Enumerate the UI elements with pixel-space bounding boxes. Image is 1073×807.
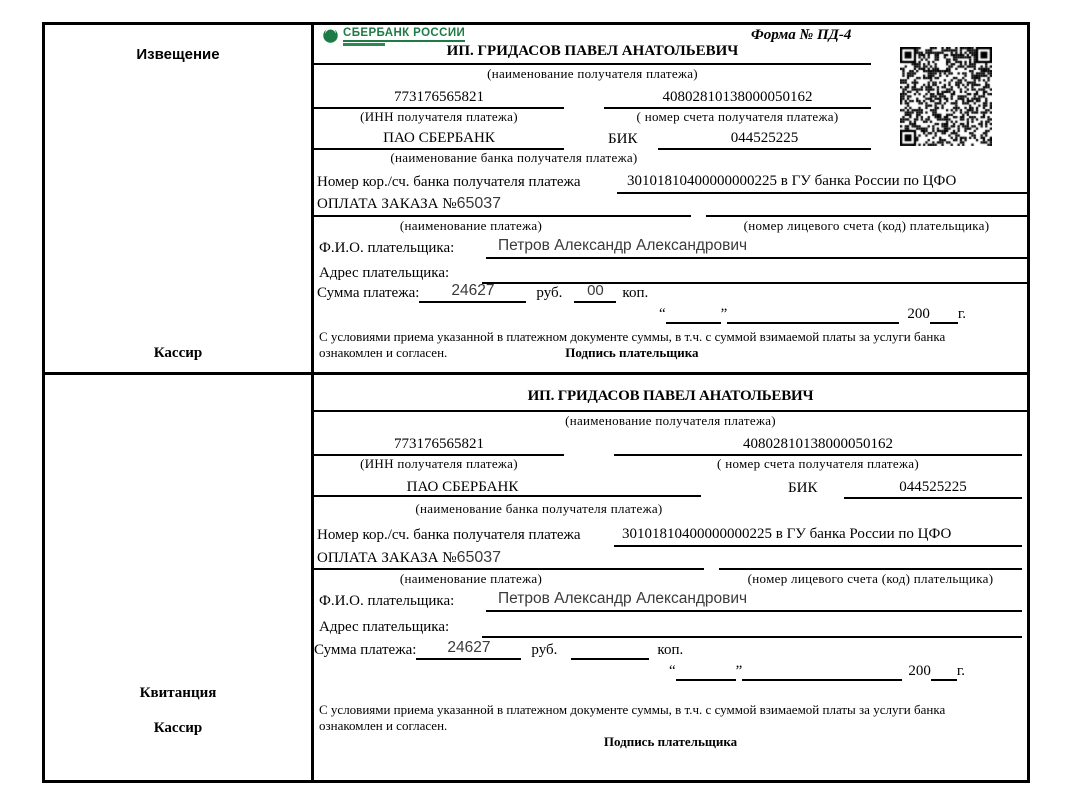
quote-close: ” (735, 663, 743, 679)
cashier-label: Кассир (153, 345, 203, 361)
address-label: Адрес плательщика: (319, 265, 450, 281)
account-label: ( номер счета получателя платежа) (636, 109, 839, 124)
order-number: 65037 (456, 195, 502, 212)
account-label: ( номер счета получателя платежа) (717, 456, 919, 471)
corr-label: Номер кор./сч. банка получателя платежа (317, 527, 581, 543)
quote-open: “ (659, 306, 666, 322)
bank-name-value: ПАО СБЕРБАНК (314, 477, 701, 497)
notice-stub-column (45, 25, 314, 372)
cashier-label: Кассир (153, 720, 203, 736)
bik-label: БИК (788, 480, 818, 496)
payment-name-label: (наименование платежа) (399, 218, 543, 233)
payer-signature-label: Подпись плательщика (565, 345, 699, 360)
purpose-prefix: ОПЛАТА ЗАКАЗА № (317, 550, 457, 566)
bank-label: (наименование банка получателя платежа) (390, 150, 638, 165)
payer-address-value (482, 614, 1022, 638)
date-year-field (930, 306, 958, 324)
rub-label: руб. (536, 285, 563, 301)
year-prefix: 200 (908, 663, 931, 679)
receipt-section (45, 375, 1027, 780)
account-value: 40802810138000050162 (614, 434, 1022, 456)
rule (314, 410, 1027, 412)
notice-section (45, 25, 1027, 375)
recipient-name: ИП. ГРИДАСОВ ПАВЕЛ АНАТОЛЬЕВИЧ (527, 388, 814, 404)
address-label: Адрес плательщика: (319, 619, 450, 635)
date-year-field (931, 663, 957, 681)
rule (706, 215, 1027, 217)
date-day-field (666, 306, 721, 324)
rule (314, 568, 704, 570)
fio-label: Ф.И.О. плательщика: (319, 240, 455, 256)
payment-purpose (317, 195, 501, 214)
kop-label: коп. (622, 285, 649, 301)
payer-address-value (482, 260, 1027, 284)
form-number-label: Форма № ПД-4 (751, 27, 852, 43)
amount-label: Сумма платежа: (314, 642, 417, 658)
qr-code (900, 47, 992, 146)
recipient-label: (наименование получателя платежа) (565, 413, 776, 428)
amount-rub-value: 24627 (419, 281, 526, 303)
payer-name-value: Петров Александр Александрович (486, 588, 1022, 612)
inn-label: (ИНН получателя платежа) (360, 456, 518, 471)
agreement-text-1: С условиями приема указанной в платежном документе суммы, в т.ч. с суммой взимаемой платы за услуги банка (319, 702, 946, 717)
payment-purpose (317, 549, 501, 568)
sberbank-logo-icon (322, 27, 339, 44)
fio-label: Ф.И.О. плательщика: (319, 593, 455, 609)
agreement-text-2-part: ознакомлен и согласен. (319, 345, 448, 360)
year-prefix: 200 (907, 306, 930, 322)
recipient-name: ИП. ГРИДАСОВ ПАВЕЛ АНАТОЛЬЕВИЧ (446, 43, 739, 59)
amount-label: Сумма платежа: (317, 285, 420, 301)
receipt-stub-column (45, 375, 314, 780)
bik-value: 044525225 (658, 128, 871, 150)
order-number: 65037 (456, 549, 502, 566)
receipt-form-area (314, 375, 1027, 780)
amount-rub-value: 24627 (416, 638, 521, 660)
inn-label: (ИНН получателя платежа) (360, 109, 518, 124)
date-month-field (742, 663, 902, 681)
date-row (669, 663, 965, 681)
amount-kop-value: 00 (574, 281, 616, 303)
inn-value: 773176565821 (314, 87, 564, 109)
year-suffix: г. (957, 306, 967, 322)
bank-label: (наименование банка получателя платежа) (415, 501, 663, 516)
date-day-field (676, 663, 736, 681)
date-month-field (727, 306, 899, 324)
agreement-text-1: С условиями приема указанной в платежном документе суммы, в т.ч. с суммой взимаемой платы за услуги банка (319, 329, 946, 344)
rule (314, 215, 691, 217)
corr-label: Номер кор./сч. банка получателя платежа (317, 174, 581, 190)
agreement-text-2: ознакомлен и согласен. (319, 718, 448, 733)
purpose-prefix: ОПЛАТА ЗАКАЗА № (317, 196, 457, 212)
recipient-label: (наименование получателя платежа) (487, 66, 698, 81)
rule (314, 63, 871, 65)
amount-row (314, 640, 683, 660)
rub-label: руб. (531, 642, 558, 658)
bank-name-value: ПАО СБЕРБАНК (314, 128, 564, 150)
year-suffix: г. (956, 663, 966, 679)
payer-signature-label: Подпись плательщика (603, 734, 738, 749)
payment-name-label: (наименование платежа) (399, 571, 543, 586)
date-row (659, 306, 966, 324)
personal-account-label: (номер лицевого счета (код) плательщика) (747, 571, 994, 586)
quote-open: “ (669, 663, 676, 679)
account-value: 40802810138000050162 (604, 87, 871, 109)
agreement-text-2 (319, 345, 699, 361)
sberbank-logo-text: СБЕРБАНК РОССИИ (343, 27, 465, 42)
amount-row (317, 283, 648, 303)
notice-stub-label: Извещение (136, 46, 220, 63)
bik-label: БИК (608, 131, 638, 147)
bik-value: 044525225 (844, 477, 1022, 499)
kop-label: коп. (657, 642, 684, 658)
notice-form-area (314, 25, 1027, 372)
rule (719, 568, 1022, 570)
payment-form-pd4 (42, 22, 1030, 783)
inn-value: 773176565821 (314, 434, 564, 456)
corr-value: 30101810400000000225 в ГУ банка России по ЦФО (617, 171, 1027, 194)
corr-value: 30101810400000000225 в ГУ банка России по ЦФО (614, 524, 1022, 547)
personal-account-label: (номер лицевого счета (код) плательщика) (743, 218, 990, 233)
amount-kop-value (571, 638, 649, 660)
receipt-stub-label: Квитанция (139, 685, 217, 701)
payer-name-value: Петров Александр Александрович (486, 235, 1027, 259)
quote-close: ” (720, 306, 728, 322)
